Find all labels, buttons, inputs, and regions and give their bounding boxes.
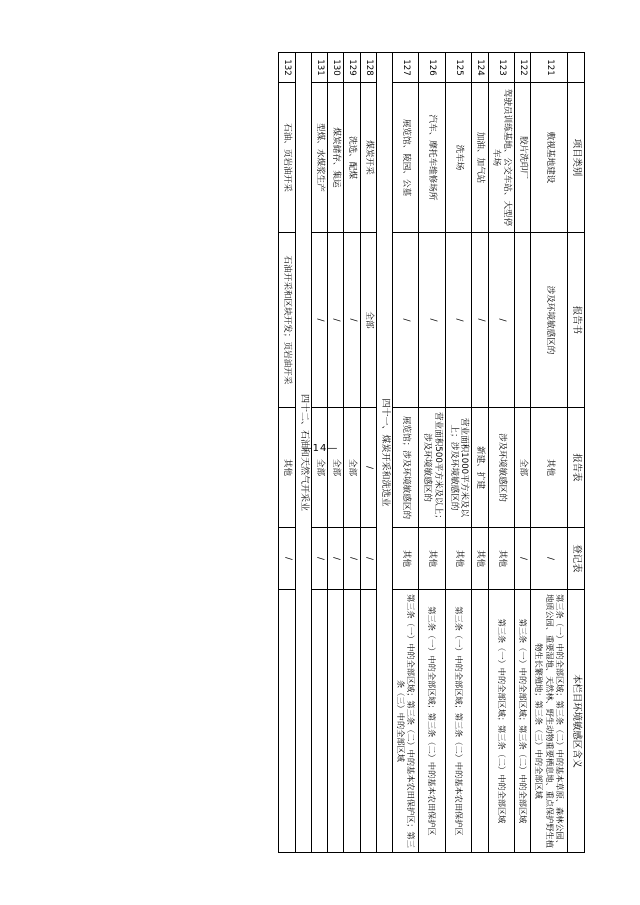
section-title: 四十二、石油和天然气开采业 — [295, 53, 311, 853]
row-definition: 第三条（一）中的全部区域；第三条（二）中的基本草原、森林公园、地质公园、重要湿地、天然林、野生动物重要栖息地、重点保护野生植物生长繁殖地；第三条（三）中的全部区域 — [531, 590, 568, 853]
header-definition: 本栏目环境敏感区含义 — [568, 590, 585, 853]
header-registration: 登记表 — [568, 528, 585, 590]
row-category: 驾驶员训练基地、公交车站、大型停车场 — [488, 83, 514, 233]
row-registration: / — [531, 528, 568, 590]
row-index: 124 — [472, 53, 488, 83]
row-report-form: / — [344, 233, 360, 408]
row-registration: 其他 — [419, 528, 445, 590]
row-definition — [311, 590, 327, 853]
page-number: —14— — [301, 443, 339, 454]
row-category: 型煤、水煤浆生产 — [311, 83, 327, 233]
row-report-table: 展览馆；涉及环境敏感区的 — [393, 408, 419, 528]
row-definition — [328, 590, 344, 853]
row-index: 132 — [279, 53, 295, 83]
row-definition — [360, 590, 376, 853]
row-report-table: 营业面积500平方米及以上；涉及环境敏感区的 — [419, 408, 445, 528]
row-registration: / — [279, 528, 295, 590]
row-category: 洗选、配煤 — [344, 83, 360, 233]
row-report-table: 全部 — [311, 408, 327, 528]
section-title: 四十一、煤炭开采和洗选业 — [376, 53, 392, 853]
row-index: 123 — [488, 53, 514, 83]
row-report-table: 其他 — [531, 408, 568, 528]
row-registration: / — [328, 528, 344, 590]
row-report-form: / — [472, 233, 488, 408]
row-report-table: 其他 — [279, 408, 295, 528]
row-report-table: 营业面积1000平方米及以上；涉及环境敏感区的 — [445, 408, 471, 528]
row-report-form: 涉及环境敏感区的 — [531, 233, 568, 408]
row-index: 127 — [393, 53, 419, 83]
row-report-form: / — [311, 233, 327, 408]
row-registration: / — [515, 528, 531, 590]
row-report-form: / — [328, 233, 344, 408]
row-report-table: 全部 — [344, 408, 360, 528]
row-report-form: / — [419, 233, 445, 408]
row-definition: 第三条（一）中的全部区域；第三条（二）中的全部区域 — [515, 590, 531, 853]
row-registration: / — [344, 528, 360, 590]
header-index — [568, 53, 585, 83]
row-report-form: / — [445, 233, 471, 408]
row-category: 石油、页岩油开采 — [279, 83, 295, 233]
row-report-table: 涉及环境敏感区的 — [488, 408, 514, 528]
row-report-table: 全部 — [328, 408, 344, 528]
row-index: 122 — [515, 53, 531, 83]
row-index: 125 — [445, 53, 471, 83]
row-index: 126 — [419, 53, 445, 83]
row-definition — [344, 590, 360, 853]
row-definition: 第三条（一）中的全部区域；第三条（二）中的基本农田保护区 — [445, 590, 471, 853]
row-index: 130 — [328, 53, 344, 83]
row-registration: 其他 — [472, 528, 488, 590]
row-report-table: 新建、扩建 — [472, 408, 488, 528]
row-report-table: 全部 — [515, 408, 531, 528]
row-report-form: 全部 — [360, 233, 376, 408]
row-definition: 第三条（一）中的全部区域；第三条（二）中的基本农田保护区；第三条（三）中的全部区域 — [393, 590, 419, 853]
header-category: 项目类别 — [568, 83, 585, 233]
row-registration: 其他 — [393, 528, 419, 590]
row-report-form — [515, 233, 531, 408]
row-index: 121 — [531, 53, 568, 83]
row-category: 胶片洗印厂 — [515, 83, 531, 233]
row-definition — [279, 590, 295, 853]
row-report-form: / — [488, 233, 514, 408]
row-index: 129 — [344, 53, 360, 83]
row-index: 128 — [360, 53, 376, 83]
row-report-form: 石油开采和区块开发；页岩油开采 — [279, 233, 295, 408]
row-registration: / — [311, 528, 327, 590]
header-report-form: 报告书 — [568, 233, 585, 408]
row-report-table: / — [360, 408, 376, 528]
row-category: 敷视基地建设 — [531, 83, 568, 233]
row-index: 131 — [311, 53, 327, 83]
row-definition: 第三条（一）中的全部区域；第三条（二）中的基本农田保护区 — [419, 590, 445, 853]
header-report-table: 报告表 — [568, 408, 585, 528]
row-category: 汽车、摩托车维修场所 — [419, 83, 445, 233]
row-category: 洗车场 — [445, 83, 471, 233]
row-category: 展览馆、陵园、公墓 — [393, 83, 419, 233]
row-category: 煤炭储存、集运 — [328, 83, 344, 233]
row-registration: / — [360, 528, 376, 590]
row-definition — [472, 590, 488, 853]
row-registration: 其他 — [488, 528, 514, 590]
row-report-form: / — [393, 233, 419, 408]
row-definition: 第三条（一）中的全部区域；第三条（二）中的全部区域 — [488, 590, 514, 853]
row-category: 煤炭开采 — [360, 83, 376, 233]
row-registration: 其他 — [445, 528, 471, 590]
row-category: 加油、加气站 — [472, 83, 488, 233]
